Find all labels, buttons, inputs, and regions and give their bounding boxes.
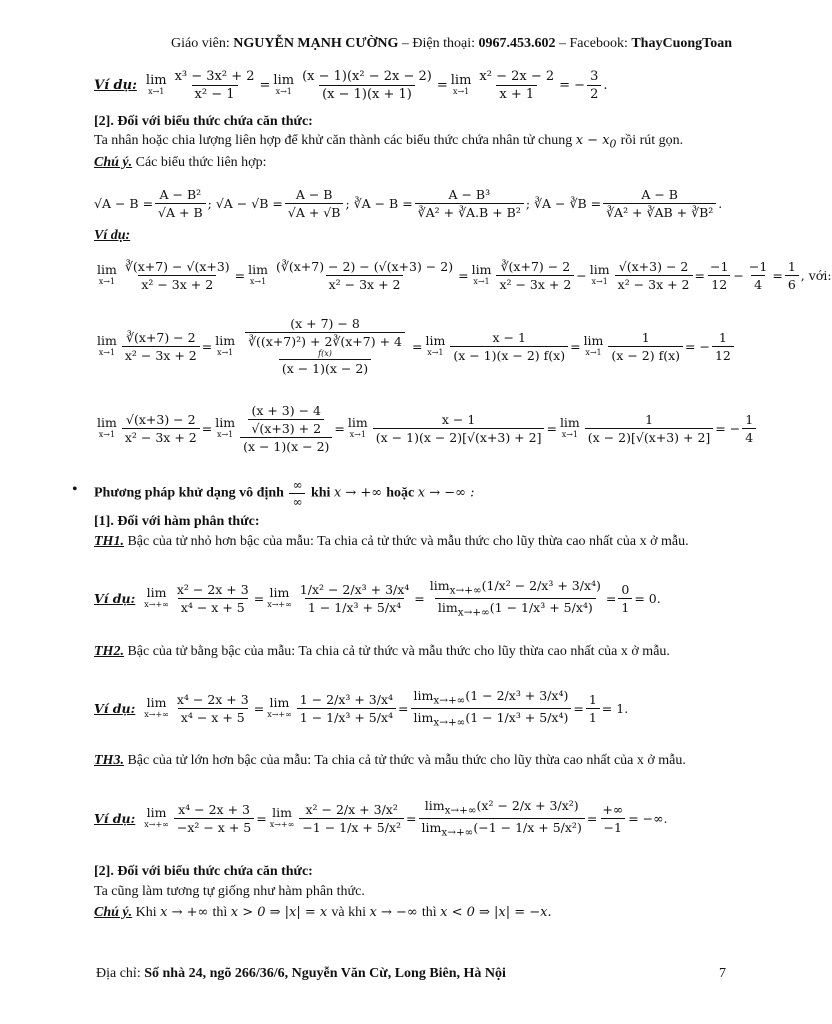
absolute-value-note: Chú ý. Khi x → +∞ thì x > 0 ⇒ |x| = x và khi x → −∞ thì x < 0 ⇒ |x| = −x. <box>94 905 552 920</box>
rational-function-heading: [1]. Đối với hàm phân thức: <box>94 514 260 529</box>
case-2-text: Bậc của tử bằng bậc của mẫu: Ta chia cả tử thức và mẫu thức cho lũy thừa cao nhất của x ở mẫu. <box>127 644 670 659</box>
with-word: , với: <box>800 267 832 283</box>
phone-label: – Điện thoại: <box>401 36 476 51</box>
conjugate-intro <box>94 155 266 171</box>
case-2-example: Ví dụ: lim x→+∞ $\frac{\text{x⁴ − 2x + 3}}{\text{x⁴ − x + 5}}$ = lim x→+∞ $\frac{\text{1 − 2/x³ + 3/x⁴}}{\text{1 − 1/x³ + 5/x⁴}}$ = $\frac{\lim_{x\to+\infty}(1 - 2/x^3 + 3/x^4)}{\lim_{x\to+\infty}(1 - 1/x^3 + 5/x^4)}$ = $\frac{1}{1}$ = 1. <box>94 688 629 728</box>
roots-body-text: Ta nhân hoặc chia lượng liên hợp để khử căn thành các biểu thức chứa nhân tử chung <box>94 133 573 148</box>
infinity-method-heading: Phương pháp khử dạng vô định $\frac{\infty}{\infty}$ khi x → +∞ hoặc x → −∞ : <box>94 478 475 509</box>
case-2-label: TH2. <box>94 644 124 659</box>
page-footer <box>96 966 506 982</box>
phone-number: 0967.453.602 <box>478 36 556 51</box>
address-label: Địa chỉ: <box>96 966 141 981</box>
root-expression-heading: [2]. Đối với biểu thức chứa căn thức: <box>94 864 313 879</box>
note-label: Chú ý. <box>94 155 133 170</box>
case-3 <box>94 753 686 769</box>
example-rational-limit: Ví dụ: lim x→1 $\frac{\text{x³ − 3x² + 2}}{\text{x² − 1}}$ = lim x→1 $\frac{\text{(x − 1)(x² − 2x − 2)}}{(x - 1)(x + 1)}$ = lim x→1 $\frac{\text{x² − 2x − 2}}{x + 1}$ = − $\frac{3}{2}$ . <box>94 68 608 102</box>
example-root-limit: lim x→1 $\frac{∛(x+7) - √(x+3)}{\text{x² − 3x + 2}}$ = lim x→1 $\frac{(∛(x+7) - 2) - (√(x+3) - 2)}{\text{x² − 3x + 2}}$ = lim x→1 $\frac{∛(x+7) - 2}{\text{x² − 3x + 2}}$ − lim x→1 $\frac{√(x+3) - 2}{\text{x² − 3x + 2}}$ = $\frac{-1}{12}$ − $\frac{-1}{4}$ = $\frac{1}{6}$ , với: <box>97 258 832 292</box>
address-text: Số nhà 24, ngõ 266/36/6, Nguyễn Văn Cừ, Long Biên, Hà Nội <box>144 966 506 981</box>
case-1-text: Bậc của tử nhỏ hơn bậc của mẫu: Ta chia cả tử thức và mẫu thức cho lũy thừa cao nhất của x ở mẫu. <box>127 534 689 549</box>
case-2 <box>94 644 670 660</box>
case-1-example: Ví dụ: lim x→+∞ $\frac{\text{x² − 2x + 3}}{\text{x⁴ − x + 5}}$ = lim x→+∞ $\frac{\text{1/x² − 2/x³ + 3/x⁴}}{\text{1 − 1/x³ + 5/x⁴}}$ = $\frac{\lim_{x\to+\infty}(1/x^2 - 2/x^3 + 3/x^4)}{\lim_{x\to+\infty}(1 - 1/x^3 + 5/x^4)}$ = $\frac{0}{1}$ = 0. <box>94 578 661 618</box>
teacher-name: NGUYỄN MẠNH CƯỜNG <box>233 36 399 51</box>
facebook-handle: ThayCuongToan <box>631 36 732 51</box>
root-expression-body: Ta cũng làm tương tự giống như hàm phân thức. <box>94 884 365 899</box>
note-label-2: Chú ý. <box>94 905 133 920</box>
page-header <box>171 36 732 52</box>
case-3-text: Bậc của tử lớn hơn bậc của mẫu: Ta chia cả tử thức và mẫu thức cho lũy thừa cao nhất của x ở mẫu. <box>127 753 686 768</box>
conjugate-intro-text: Các biểu thức liên hợp: <box>135 155 267 170</box>
roots-body-tail: rồi rút gọn. <box>620 133 684 148</box>
section-heading-roots: [2]. Đối với biểu thức chứa căn thức: <box>94 114 313 129</box>
case-1 <box>94 534 689 550</box>
case-3-label: TH3. <box>94 753 124 768</box>
square-root-step: lim x→1 $\frac{√(x+3) - 2}{\text{x² − 3x + 2}}$ = lim x→1 $\frac{\frac{(x + 3) - 4}{√(x+3) + 2}}{(x - 1)(x - 2)}$ = lim x→1 $\frac{x - 1}{(x - 1)(x - 2)[√(x+3) + 2]}$ = lim x→1 $\frac{1}{(x - 2)[√(x+3) + 2]}$ = − $\frac{1}{4}$ <box>94 395 738 461</box>
teacher-label: Giáo viên: <box>171 36 230 51</box>
case-1-label: TH1. <box>94 534 124 549</box>
facebook-label: – Facebook: <box>559 36 628 51</box>
conjugate-formulas: √A − B = $\frac{\text{A − B²}}{√A + B}$ ; √A − √B = $\frac{A - B}{√A + √B}$ ; ∛A − B = $\frac{\text{A − B³}}{\text{∛A² + ∛A.B + B²}}$ ; ∛A − ∛B = $\frac{A - B}{\text{∛A² + ∛AB + ∛B²}}$ . <box>94 186 723 220</box>
page-number: 7 <box>719 966 726 981</box>
example-label-2: Ví dụ: <box>94 228 131 243</box>
example-label: Ví dụ: <box>94 77 137 93</box>
case-3-example: Ví dụ: lim x→+∞ $\frac{\text{x⁴ − 2x + 3}}{\text{−x² − x + 5}}$ = lim x→+∞ $\frac{\text{x² − 2/x + 3/x²}}{\text{−1 − 1/x + 5/x²}}$ = $\frac{\lim_{x\to+\infty}(x^2 - 2/x + 3/x^2)}{\lim_{x\to+\infty}(-1 - 1/x + 5/x^2)}$ = $\frac{+\infty}{-1}$ = −∞. <box>94 798 668 838</box>
cube-root-step: lim x→1 $\frac{∛(x+7) - 2}{\text{x² − 3x + 2}}$ = lim x→1 $\frac{(x + 7) - 8}{\text{∛((x+7)²) + 2∛(x+7) + 4}}$ f(x) (x − 1)(x − 2) = lim x→1 $\frac{x - 1}{(x - 1)(x - 2) f(x)}$ = lim x→1 $\frac{1}{(x - 2) f(x)}$ = − $\frac{1}{12}$ <box>94 300 738 392</box>
bullet-icon: • <box>72 481 78 498</box>
section-roots-body: Ta nhân hoặc chia lượng liên hợp để khử căn thành các biểu thức chứa nhân tử chung $x - x_0$ rồi rút gọn. <box>94 133 684 151</box>
